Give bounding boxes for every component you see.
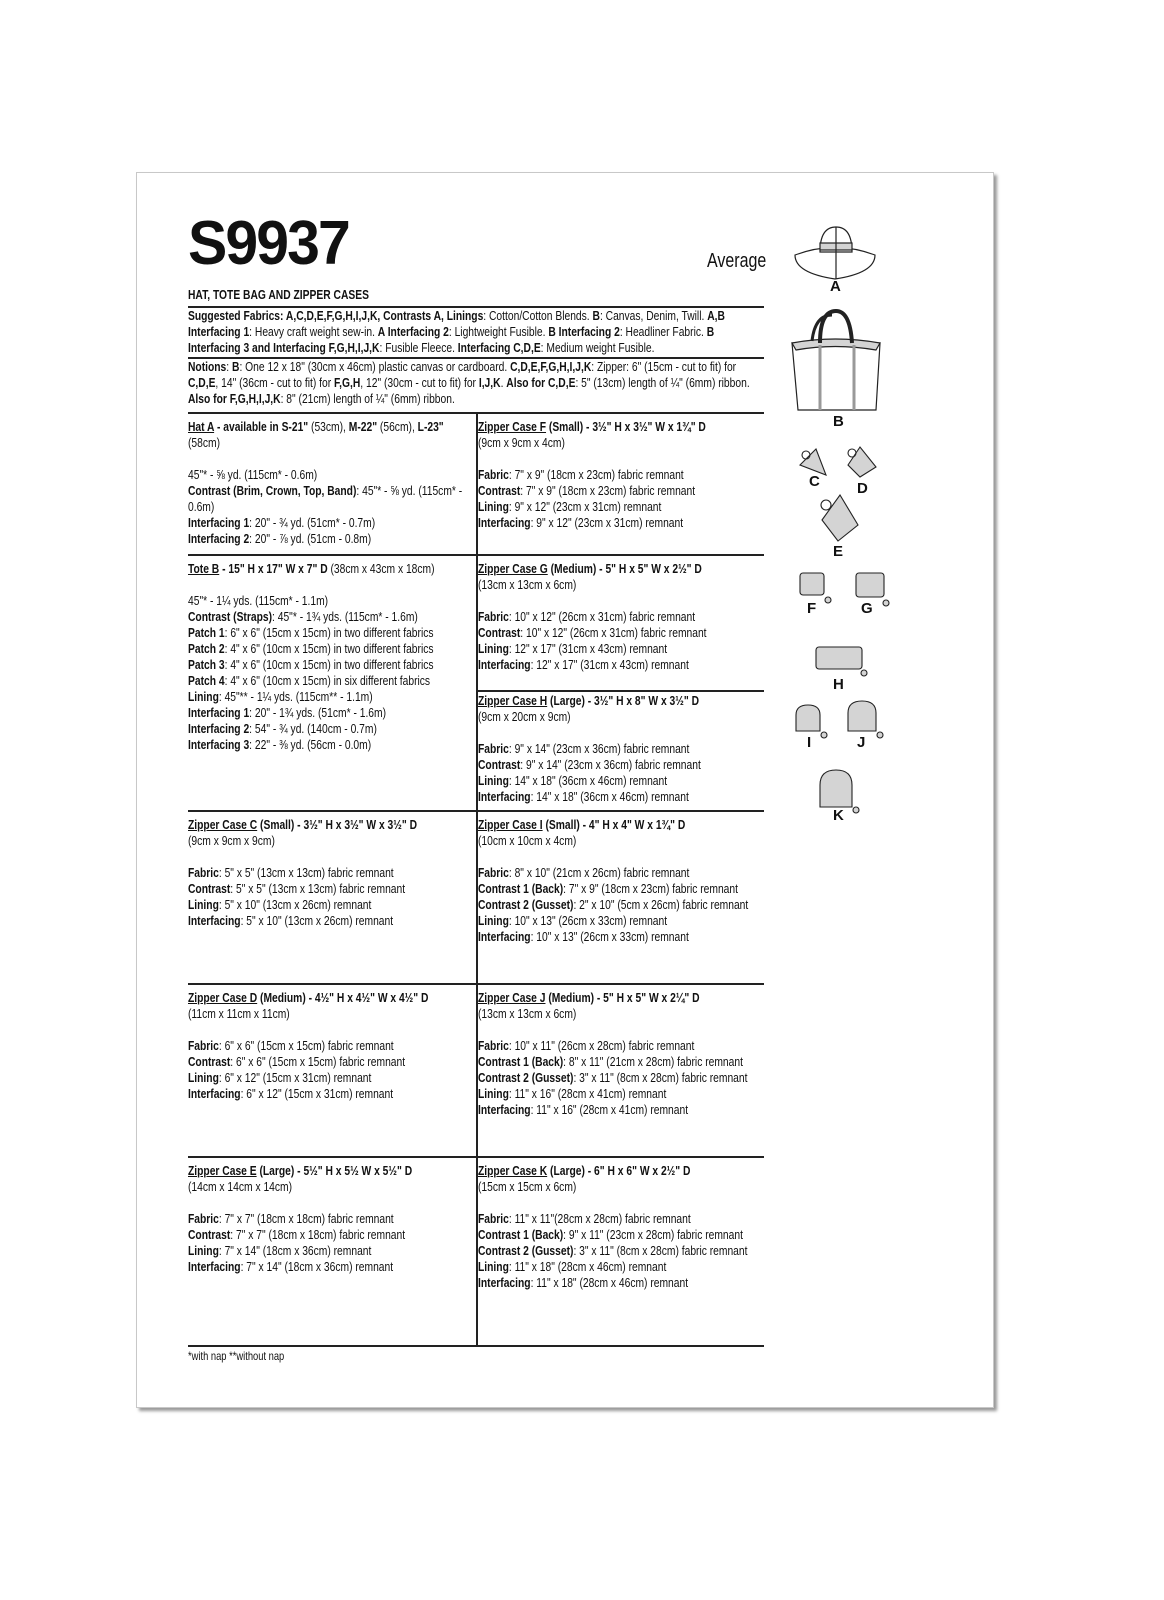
requirement-line [478, 499, 768, 515]
field-label: Interfacing 3 [188, 737, 250, 752]
section-case-g [478, 561, 768, 673]
requirement-line [478, 913, 768, 929]
requirement-line [478, 577, 768, 593]
section-case-e [188, 1163, 478, 1275]
field-label: Contrast [188, 1227, 231, 1242]
field-value: : 7" x 9" (18cm x 23cm) fabric remnant [508, 467, 684, 482]
requirement-line [478, 435, 768, 451]
field-label: Also for F,G,H,I,J,K [188, 391, 281, 406]
field-value: (10cm x 10cm x 4cm) [478, 833, 577, 848]
field-label: (Medium) - 5" H x 5" W x 2¼" D [545, 990, 700, 1005]
requirement-line [188, 721, 478, 737]
field-label: Interfacing [478, 929, 531, 944]
field-value: : 10" x 12" (26cm x 31cm) fabric remnant [520, 625, 707, 640]
view-illustrations [780, 215, 900, 835]
field-value: : 6" x 6" (15cm x 15cm) fabric remnant [218, 1038, 394, 1053]
requirement-line [188, 865, 478, 881]
field-label: (Small) - 4" H x 4" W x 1¾" D [542, 817, 686, 832]
difficulty-level: Average [707, 250, 767, 272]
requirement-line [478, 1227, 768, 1243]
requirement-line [478, 593, 768, 609]
section-name: Tote B [188, 561, 220, 576]
requirement-line [188, 897, 478, 913]
requirement-line [478, 817, 768, 833]
requirement-line [478, 1195, 768, 1211]
requirement-line [188, 1038, 478, 1054]
field-label: Fabric [478, 865, 509, 880]
requirement-line [478, 833, 768, 849]
field-value: : 7" x 7" (18cm x 18cm) fabric remnant [218, 1211, 394, 1226]
requirement-line [478, 725, 768, 741]
field-label: (Medium) - 4½" H x 4½" W x 4½" D [257, 990, 429, 1005]
field-label: Interfacing [188, 1259, 241, 1274]
requirement-line [188, 641, 478, 657]
requirement-line [188, 913, 478, 929]
field-label: Lining [478, 1259, 509, 1274]
field-label: Contrast 2 (Gusset) [478, 1070, 574, 1085]
field-value: : 10" x 12" (26cm x 31cm) fabric remnant [508, 609, 696, 624]
field-value: , 12" (30cm - cut to fit) for [360, 375, 479, 390]
view-label-b: B [833, 413, 844, 430]
requirement-line [188, 1006, 478, 1022]
field-value: : 45"* - 1¾ yds. (115cm* - 1.6m) [272, 609, 418, 624]
field-label: Interfacing 1 [188, 705, 250, 720]
view-label-h: H [833, 676, 844, 693]
field-value: : 20" - ¾ yd. (51cm* - 0.7m) [249, 515, 376, 530]
requirement-line [478, 1243, 768, 1259]
requirement-line [188, 609, 478, 625]
field-value: : Zipper: 6" (15cm - cut to fit) for [591, 359, 737, 374]
requirement-line [478, 483, 768, 499]
view-label-e: E [833, 543, 844, 560]
field-label: Contrast [478, 625, 521, 640]
field-label: Fabric [188, 1211, 219, 1226]
requirement-line [188, 881, 478, 897]
field-value: : 20" - 1¾ yds. (51cm* - 1.6m) [249, 705, 387, 720]
field-label: B Interfacing 3 and Interfacing F,G,H,I,J,K [188, 324, 715, 355]
field-value: : 5" x 10" (13cm x 26cm) remnant [218, 897, 372, 912]
field-value: : 45"** - 1¼ yds. (115cm** - 1.1m) [218, 689, 373, 704]
field-label: Interfacing 2 [188, 721, 250, 736]
section-case-h [478, 693, 768, 805]
section-case-d [188, 990, 478, 1102]
field-label: Lining [478, 1086, 509, 1101]
field-value: : 2" x 10" (5cm x 26cm) fabric remnant [573, 897, 749, 912]
field-value: (9cm x 9cm x 4cm) [478, 435, 565, 450]
field-label: (Large) - 6" H x 6" W x 2½" D [547, 1163, 691, 1178]
requirement-line [188, 1070, 478, 1086]
field-label: Lining [188, 897, 219, 912]
requirement-line [478, 1006, 768, 1022]
requirement-line [478, 990, 768, 1006]
field-value: : 11" x 16" (28cm x 41cm) remnant [508, 1086, 667, 1101]
requirement-line [188, 531, 478, 547]
field-label: Interfacing [478, 657, 531, 672]
section-name: Zipper Case K [478, 1163, 548, 1178]
requirement-line [478, 757, 768, 773]
field-label: Lining [188, 689, 219, 704]
field-value: 45"* - 1¼ yds. (115cm* - 1.1m) [188, 593, 329, 608]
requirement-line [188, 705, 478, 721]
view-label-k: K [833, 807, 844, 824]
tote-b-illustration [792, 311, 880, 410]
requirement-line [188, 451, 478, 467]
field-value: : 20" - ⅞ yd. (51cm - 0.8m) [249, 531, 372, 546]
view-label-f: F [807, 600, 817, 617]
requirement-line [478, 1179, 768, 1195]
requirement-line [188, 1163, 478, 1179]
field-label: Lining [478, 499, 509, 514]
field-value: : 12" x 17" (31cm x 43cm) remnant [530, 657, 689, 672]
section-case-k [478, 1163, 768, 1291]
field-value: 45"* - ⅝ yd. (115cm* - 0.6m) [188, 467, 318, 482]
field-value: : 7" x 9" (18cm x 23cm) fabric remnant [563, 881, 738, 896]
section-name: Zipper Case F [478, 419, 547, 434]
field-value: , 14" (36cm - cut to fit) for [215, 375, 334, 390]
field-value: : 6" x 12" (15cm x 31cm) remnant [240, 1086, 394, 1101]
field-label: Interfacing [188, 1086, 241, 1101]
footnote: *with nap **without nap [188, 1349, 285, 1363]
requirement-line [478, 451, 768, 467]
field-label: Interfacing 1 [188, 515, 250, 530]
field-value: : 12" x 17" (31cm x 43cm) remnant [508, 641, 668, 656]
field-value: (15cm x 15cm x 6cm) [478, 1179, 577, 1194]
divider [188, 1345, 764, 1347]
field-value: (38cm x 43cm x 18cm) [327, 561, 435, 576]
requirement-line [188, 1243, 478, 1259]
requirement-line [188, 561, 478, 577]
field-value: : 5" x 5" (13cm x 13cm) fabric remnant [230, 881, 406, 896]
pattern-title: HAT, TOTE BAG AND ZIPPER CASES [188, 287, 369, 302]
field-label: Interfacing 2 [188, 531, 250, 546]
field-label: Patch 3 [188, 657, 225, 672]
field-label: Patch 1 [188, 625, 225, 640]
field-label: - 15" H x 17" W x 7" D [219, 561, 328, 576]
view-label-c: C [809, 473, 820, 490]
field-value: : 8" (21cm) length of ¼" (6mm) ribbon. [280, 391, 455, 406]
requirement-line [188, 1227, 478, 1243]
field-label: Interfacing [478, 1102, 531, 1117]
field-label: Interfacing [188, 913, 241, 928]
section-name: Zipper Case E [188, 1163, 257, 1178]
requirement-line [478, 773, 768, 789]
field-label: Contrast 2 (Gusset) [478, 897, 574, 912]
requirement-line [478, 1038, 768, 1054]
divider [476, 690, 764, 692]
field-value: : 7" x 14" (18cm x 36cm) remnant [240, 1259, 394, 1274]
requirement-line [188, 419, 478, 451]
field-value: : 6" x 6" (15cm x 15cm) in two different fabrics [224, 625, 434, 640]
hat-a-illustration [795, 227, 875, 279]
requirement-line [188, 1195, 478, 1211]
field-value: : 6" x 12" (15cm x 31cm) remnant [218, 1070, 372, 1085]
field-value: : One 12 x 18" (30cm x 46cm) plastic canvas or cardboard. [239, 359, 511, 374]
field-value: (9cm x 20cm x 9cm) [478, 709, 571, 724]
field-value: : 10" x 13" (26cm x 33cm) remnant [508, 913, 668, 928]
requirement-line [478, 419, 768, 435]
field-value: : 5" x 10" (13cm x 26cm) remnant [240, 913, 394, 928]
suggested-fabrics [188, 308, 764, 356]
field-value: : 3" x 11" (8cm x 28cm) fabric remnant [573, 1243, 748, 1258]
field-label: - available in S-21" [214, 419, 309, 434]
field-value: : 11" x 16" (28cm x 41cm) remnant [530, 1102, 689, 1117]
field-value: : Headliner Fabric. [619, 324, 707, 339]
field-label: Contrast 2 (Gusset) [478, 1243, 574, 1258]
field-label: Fabric [478, 741, 509, 756]
requirement-line [188, 1259, 478, 1275]
requirement-line [188, 483, 478, 515]
section-name: Zipper Case D [188, 990, 258, 1005]
field-label: L-23" [417, 419, 444, 434]
field-label: Contrast (Brim, Crown, Top, Band) [188, 483, 357, 498]
requirement-line [478, 625, 768, 641]
section-tote-b [188, 561, 478, 753]
field-label: B Interfacing 2 [548, 324, 620, 339]
field-label: Fabric [478, 467, 509, 482]
field-value: : Cotton/Cotton Blends. [483, 308, 593, 323]
requirement-line [478, 561, 768, 577]
field-value: : 7" x 7" (18cm x 18cm) fabric remnant [230, 1227, 406, 1242]
field-label: (Small) - 3½" H x 3½" W x 1¾" D [546, 419, 706, 434]
requirement-line [478, 693, 768, 709]
requirement-line [478, 1022, 768, 1038]
field-label: Suggested Fabrics: A,C,D,E,F,G,H,I,J,K, Contrasts A, Linings [188, 308, 484, 323]
field-label: B [592, 308, 600, 323]
field-value: (13cm x 13cm x 6cm) [478, 577, 577, 592]
requirement-line [188, 737, 478, 753]
requirement-line [478, 1163, 768, 1179]
requirement-line [188, 1022, 478, 1038]
field-value: : 11" x 18" (28cm x 46cm) remnant [530, 1275, 689, 1290]
field-label: A,B Interfacing 1 [188, 308, 725, 339]
field-value: : 10" x 11" (26cm x 28cm) fabric remnant [508, 1038, 695, 1053]
requirement-line [478, 1054, 768, 1070]
field-value: : 45"* - ⅝ yd. (115cm* - 0.6m) [188, 483, 463, 514]
field-label: Contrast [188, 1054, 231, 1069]
field-label: Lining [188, 1243, 219, 1258]
field-label: Fabric [188, 865, 219, 880]
section-name: Zipper Case G [478, 561, 548, 576]
field-label: Also for C,D,E [506, 375, 576, 390]
field-label: (Large) - 5½" H x 5½ W x 5½" D [256, 1163, 413, 1178]
field-value: : 9" x 12" (23cm x 31cm) remnant [508, 499, 662, 514]
field-value: (13cm x 13cm x 6cm) [478, 1006, 577, 1021]
view-label-a: A [830, 278, 841, 295]
requirement-line [478, 609, 768, 625]
field-label: Patch 2 [188, 641, 225, 656]
field-value: : 14" x 18" (36cm x 46cm) remnant [508, 773, 668, 788]
section-case-j [478, 990, 768, 1118]
requirement-line [188, 990, 478, 1006]
field-label: Lining [478, 913, 509, 928]
field-value: (9cm x 9cm x 9cm) [188, 833, 275, 848]
field-value: : 11" x 11"(28cm x 28cm) fabric remnant [508, 1211, 691, 1226]
field-value: : 11" x 18" (28cm x 46cm) remnant [508, 1259, 667, 1274]
requirement-line [478, 865, 768, 881]
requirement-line [188, 849, 478, 865]
requirement-line [478, 741, 768, 757]
field-label: (Large) - 3½" H x 8" W x 3½" D [547, 693, 700, 708]
field-label: Interfacing [478, 515, 531, 530]
field-value: : 7" x 14" (18cm x 36cm) remnant [218, 1243, 372, 1258]
field-label: C,D,E,F,G,H,I,J,K [510, 359, 592, 374]
requirement-line [188, 515, 478, 531]
requirement-line [478, 1211, 768, 1227]
section-name: Zipper Case I [478, 817, 543, 832]
field-label: Lining [188, 1070, 219, 1085]
field-value: : 54" - ¾ yd. (140cm - 0.7m) [249, 721, 377, 736]
requirement-line [478, 789, 768, 805]
field-value: : 14" x 18" (36cm x 46cm) remnant [530, 789, 689, 804]
requirement-line [478, 1275, 768, 1291]
field-value: : [226, 359, 233, 374]
field-label: Fabric [478, 1038, 509, 1053]
field-value: : 9" x 14" (23cm x 36cm) fabric remnant [520, 757, 701, 772]
requirement-line [188, 1054, 478, 1070]
field-label: Fabric [188, 1038, 219, 1053]
section-case-c [188, 817, 478, 929]
field-value: : 4" x 6" (10cm x 15cm) in two different fabrics [224, 641, 434, 656]
field-value: : 7" x 9" (18cm x 23cm) fabric remnant [520, 483, 696, 498]
requirement-line [478, 467, 768, 483]
field-label: Interfacing [478, 789, 531, 804]
requirement-line [478, 849, 768, 865]
field-value: (53cm), [308, 419, 349, 434]
view-label-j: J [857, 734, 866, 751]
field-label: Patch 4 [188, 673, 225, 688]
field-label: Lining [478, 773, 509, 788]
field-label: Contrast [478, 757, 521, 772]
requirement-line [478, 881, 768, 897]
section-case-f [478, 419, 768, 531]
field-label: Contrast (Straps) [188, 609, 273, 624]
field-value: : 5" (13cm) length of ¼" (6mm) ribbon. [575, 375, 750, 390]
field-value: : 4" x 6" (10cm x 15cm) in two different fabrics [224, 657, 434, 672]
requirement-line [478, 1070, 768, 1086]
field-label: (Small) - 3½" H x 3½" W x 3½" D [257, 817, 418, 832]
field-label: C,D,E [188, 375, 216, 390]
field-value: : 4" x 6" (10cm x 15cm) in six different fabrics [224, 673, 431, 688]
requirement-line [188, 657, 478, 673]
section-hat-a [188, 419, 478, 547]
field-value: (11cm x 11cm x 11cm) [188, 1006, 290, 1021]
field-label: Fabric [478, 609, 509, 624]
field-label: Lining [478, 641, 509, 656]
field-value: . [500, 375, 507, 390]
field-label: Interfacing [478, 1275, 531, 1290]
requirement-line [478, 929, 768, 945]
requirement-line [188, 593, 478, 609]
field-value: : Fusible Fleece. [379, 340, 458, 355]
view-label-d: D [857, 480, 868, 497]
requirement-line [188, 689, 478, 705]
requirement-line [478, 657, 768, 673]
section-name: Zipper Case J [478, 990, 546, 1005]
requirement-line [188, 577, 478, 593]
section-case-i [478, 817, 768, 945]
field-value: : 9" x 14" (23cm x 36cm) fabric remnant [508, 741, 690, 756]
section-name: Zipper Case C [188, 817, 258, 832]
section-name: Zipper Case H [478, 693, 548, 708]
section-name: Hat A [188, 419, 215, 434]
requirement-line [188, 673, 478, 689]
pattern-number: S9937 [188, 209, 349, 278]
view-label-i: I [807, 734, 812, 751]
field-label: Contrast [188, 881, 231, 896]
field-value: : Medium weight Fusible. [540, 340, 655, 355]
field-value: : 6" x 6" (15cm x 15cm) fabric remnant [230, 1054, 406, 1069]
requirement-line [478, 641, 768, 657]
field-label: M-22" [348, 419, 378, 434]
requirement-line [478, 1102, 768, 1118]
field-value: : 5" x 5" (13cm x 13cm) fabric remnant [218, 865, 394, 880]
field-value: : 8" x 11" (21cm x 28cm) fabric remnant [563, 1054, 743, 1069]
field-label: (Medium) - 5" H x 5" W x 2½" D [547, 561, 702, 576]
requirement-line [478, 897, 768, 913]
field-value: : Lightweight Fusible. [448, 324, 549, 339]
field-label: Notions [188, 359, 227, 374]
requirement-line [478, 1259, 768, 1275]
requirement-line [188, 833, 478, 849]
field-label: Contrast 1 (Back) [478, 1227, 564, 1242]
requirement-line [478, 1086, 768, 1102]
requirement-line [188, 467, 478, 483]
field-value: (14cm x 14cm x 14cm) [188, 1179, 293, 1194]
field-value: : Canvas, Denim, Twill. [599, 308, 708, 323]
requirement-line [478, 515, 768, 531]
field-value: : 9" x 11" (23cm x 28cm) fabric remnant [563, 1227, 743, 1242]
field-value: : Heavy craft weight sew-in. [249, 324, 378, 339]
field-value: : 9" x 12" (23cm x 31cm) remnant [530, 515, 684, 530]
notions [188, 359, 764, 407]
field-label: Fabric [478, 1211, 509, 1226]
field-value: : 10" x 13" (26cm x 33cm) remnant [530, 929, 689, 944]
field-value: : 8" x 10" (21cm x 26cm) fabric remnant [508, 865, 690, 880]
field-label: Interfacing C,D,E [457, 340, 541, 355]
requirement-line [188, 1211, 478, 1227]
field-label: Contrast 1 (Back) [478, 1054, 564, 1069]
requirement-line [188, 625, 478, 641]
field-label: B [232, 359, 240, 374]
field-label: I,J,K [478, 375, 501, 390]
field-value: : 22" - ⅜ yd. (56cm - 0.0m) [249, 737, 372, 752]
field-value: : 3" x 11" (8cm x 28cm) fabric remnant [573, 1070, 748, 1085]
field-label: A Interfacing 2 [377, 324, 449, 339]
field-label: Contrast 1 (Back) [478, 881, 564, 896]
requirement-line [188, 817, 478, 833]
view-label-g: G [861, 600, 873, 617]
requirement-line [188, 1179, 478, 1195]
requirement-line [188, 1086, 478, 1102]
field-label: F,G,H [333, 375, 361, 390]
field-value: (58cm) [188, 435, 221, 450]
requirement-line [478, 709, 768, 725]
field-value: (56cm), [377, 419, 418, 434]
field-label: Contrast [478, 483, 521, 498]
